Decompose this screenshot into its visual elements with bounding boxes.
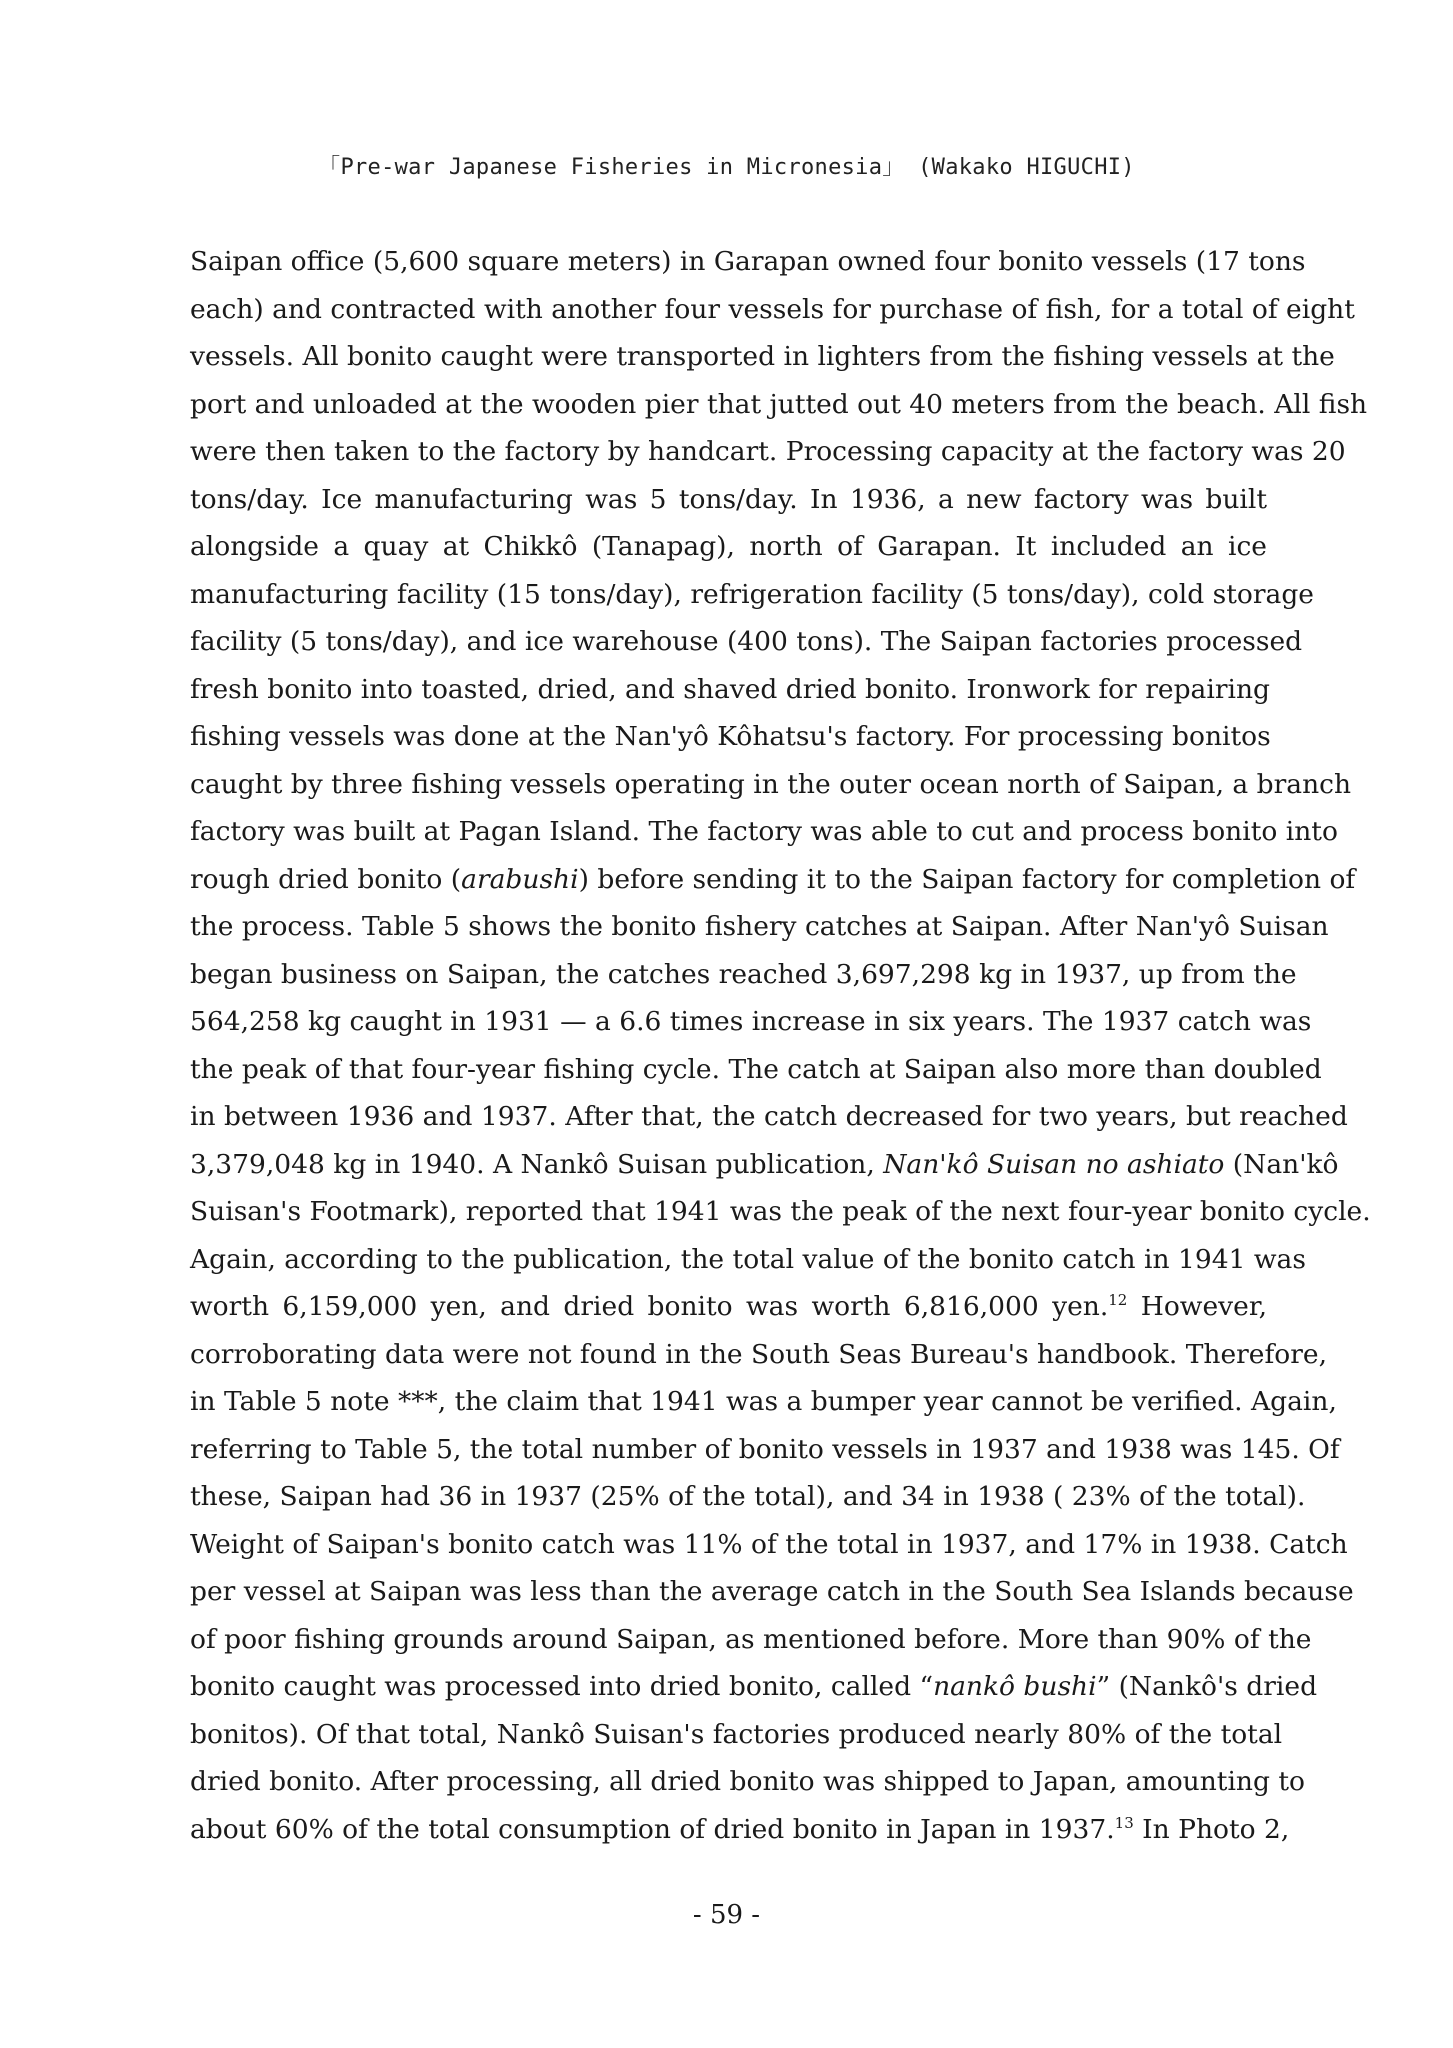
text-run: rough dried bonito ( [190, 863, 462, 895]
footnote-reference[interactable]: 12 [1108, 1291, 1128, 1310]
text-line: referring to Table 5, the total number of bonito vessels in 1937 and 1938 was 145. Of [190, 1433, 1340, 1465]
text-line [190, 1141, 1339, 1189]
text-line [190, 1806, 1290, 1854]
italic-term: arabushi [461, 863, 579, 895]
text-line: these, Saipan had 36 in 1937 (25% of the total), and 34 in 1938 ( 23% of the total). [190, 1481, 1306, 1512]
text-line: the peak of that four-year fishing cycle. The catch at Saipan also more than doubled [190, 1053, 1322, 1085]
text-line: vessels. All bonito caught were transported in lighters from the fishing vessels at the [190, 341, 1335, 372]
text-line: Again, according to the publication, the total value of the bonito catch in 1941 was [190, 1243, 1306, 1275]
text-line: alongside a quay at Chikkô (Tanapag), north of Garapan. It included an ice [190, 531, 1267, 562]
text-run: However, [1127, 1291, 1268, 1322]
text-line: fishing vessels was done at the Nan'yô Kôhatsu's factory. For processing bonitos [190, 721, 1271, 752]
text-run: 3,379,048 kg in 1940. A Nankô Suisan publication, [190, 1148, 884, 1180]
text-run: ) before sending it to the Saipan factory for completion of [578, 863, 1356, 895]
text-run: ” (Nankô's dried [1096, 1671, 1318, 1702]
text-line: caught by three fishing vessels operating in the outer ocean north of Saipan, a branch [190, 768, 1352, 800]
text-line: in between 1936 and 1937. After that, the catch decreased for two years, but reached [190, 1101, 1348, 1132]
text-line [190, 1283, 1267, 1331]
text-line: fresh bonito into toasted, dried, and shaved dried bonito. Ironwork for repairing [190, 673, 1270, 705]
text-line: bonitos). Of that total, Nankô Suisan's factories produced nearly 80% of the total [190, 1718, 1283, 1750]
footnote-reference[interactable]: 13 [1114, 1813, 1134, 1832]
text-line: factory was built at Pagan Island. The factory was able to cut and process bonito into [190, 816, 1338, 847]
text-line: manufacturing facility (15 tons/day), refrigeration facility (5 tons/day), cold storage [190, 578, 1314, 610]
text-line: of poor fishing grounds around Saipan, as mentioned before. More than 90% of the [190, 1623, 1312, 1655]
text-line: in Table 5 note ***, the claim that 1941 was a bumper year cannot be verified. Again, [190, 1386, 1337, 1417]
text-run: In Photo 2, [1133, 1813, 1290, 1845]
text-line: tons/day. Ice manufacturing was 5 tons/day. In 1936, a new factory was built [190, 483, 1267, 515]
text-line: facility (5 tons/day), and ice warehouse (400 tons). The Saipan factories processed [190, 626, 1303, 657]
text-run: bonito caught was processed into dried bonito, called “ [190, 1671, 934, 1702]
text-line [190, 856, 1356, 904]
running-header: 「Pre-war Japanese Fisheries in Micronesia」 (Wakako HIGUCHI) [318, 155, 1135, 180]
text-line: Weight of Saipan's bonito catch was 11% of the total in 1937, and 17% in 1938. Catch [190, 1528, 1348, 1560]
text-line [190, 1663, 1318, 1711]
text-line: dried bonito. After processing, all dried bonito was shipped to Japan, amounting to [190, 1766, 1305, 1797]
text-run: worth 6,159,000 yen, and dried bonito was worth 6,816,000 yen. [190, 1291, 1109, 1322]
italic-term: nankô bushi [933, 1671, 1097, 1702]
text-line: per vessel at Saipan was less than the average catch in the South Sea Islands because [190, 1576, 1354, 1607]
text-line: Suisan's Footmark), reported that 1941 was the peak of the next four-year bonito cycle. [190, 1196, 1371, 1227]
page-number: - 59 - [692, 1900, 761, 1930]
text-line: began business on Saipan, the catches reached 3,697,298 kg in 1937, up from the [190, 958, 1297, 990]
text-line: corroborating data were not found in the South Seas Bureau's handbook. Therefore, [190, 1338, 1328, 1370]
text-run: about 60% of the total consumption of dried bonito in Japan in 1937. [190, 1813, 1115, 1845]
italic-term: Nan'kô Suisan no ashiato [883, 1148, 1225, 1180]
text-line: each) and contracted with another four vessels for purchase of fish, for a total of eight [190, 293, 1355, 325]
text-line: port and unloaded at the wooden pier that jutted out 40 meters from the beach. All fish [190, 388, 1368, 420]
text-run: (Nan'kô [1224, 1148, 1339, 1180]
body-paragraph [190, 238, 1371, 1853]
text-line: Saipan office (5,600 square meters) in Garapan owned four bonito vessels (17 tons [190, 246, 1306, 277]
text-line: were then taken to the factory by handcart. Processing capacity at the factory was 20 [190, 436, 1346, 467]
text-line: the process. Table 5 shows the bonito fishery catches at Saipan. After Nan'yô Suisan [190, 911, 1329, 942]
text-line: 564,258 kg caught in 1931 — a 6.6 times increase in six years. The 1937 catch was [190, 1006, 1312, 1037]
